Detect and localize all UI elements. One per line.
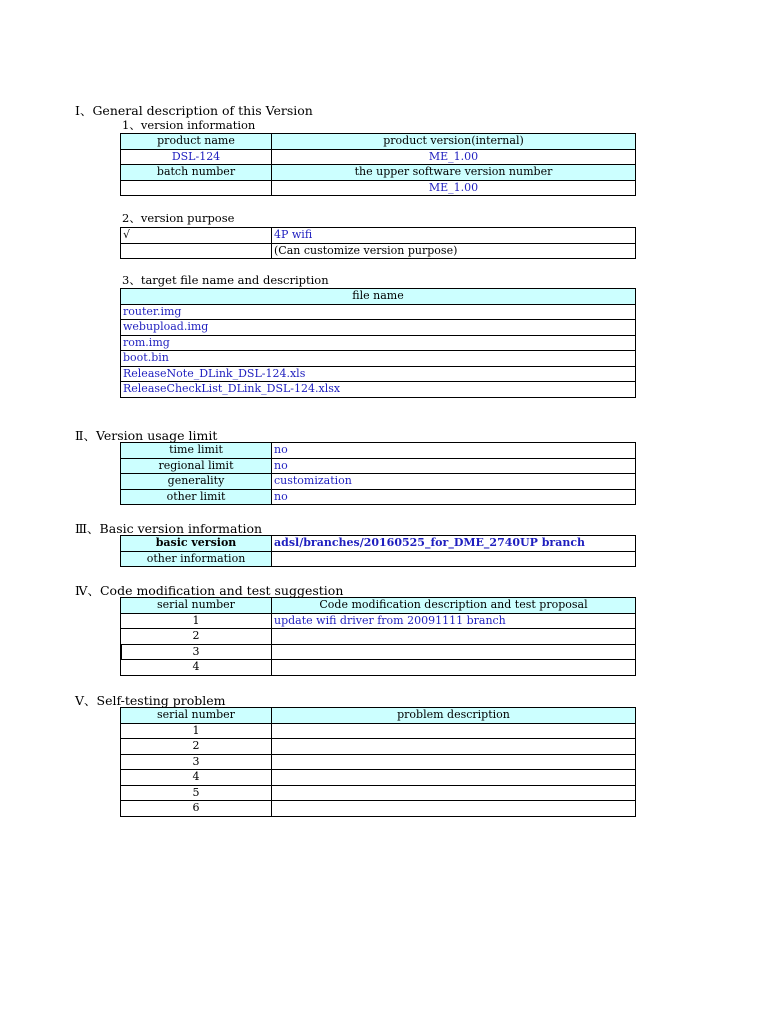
file-cell[interactable]: boot.bin [121,351,636,367]
upper-version-cell[interactable]: ME_1.00 [272,180,636,196]
table-row [121,351,636,367]
table-row [121,660,636,676]
file-cell[interactable]: ReleaseCheckList_DLink_DSL-124.xlsx [121,382,636,398]
table-row [121,366,636,382]
description-cell[interactable] [272,770,636,786]
header-cell: problem description [272,708,636,724]
header-cell: file name [121,289,636,305]
header-cell: batch number [121,165,272,181]
section-1-title: Ⅰ、General description of this Version [75,103,313,118]
batch-number-cell[interactable] [121,180,272,196]
header-cell: serial number [121,708,272,724]
table-row [121,243,636,259]
value-cell[interactable]: adsl/branches/20160525_for_DME_2740UP branch [272,536,636,552]
code-modification-table [120,597,636,676]
self-testing-table [120,707,636,817]
header-cell: the upper software version number [272,165,636,181]
version-purpose-table [120,227,636,259]
table-row [121,489,636,505]
section-2-title: Ⅱ、Version usage limit [75,428,218,443]
version-info-title: 1、version information [122,118,256,132]
serial-cell[interactable]: 2 [121,629,272,645]
table-row [121,613,636,629]
serial-cell[interactable]: 2 [121,739,272,755]
check-cell[interactable] [121,243,272,259]
table-row [121,320,636,336]
description-cell[interactable] [272,660,636,676]
label-cell: other limit [121,489,272,505]
table-row [121,180,636,196]
check-cell[interactable]: √ [121,228,272,244]
header-cell: serial number [121,598,272,614]
value-cell[interactable]: no [272,458,636,474]
label-cell: basic version [121,536,272,552]
table-row [121,551,636,567]
purpose-cell[interactable]: 4P wifi [272,228,636,244]
purpose-cell[interactable]: (Can customize version purpose) [272,243,636,259]
usage-limit-table [120,442,636,505]
serial-cell[interactable]: 4 [121,660,272,676]
serial-cell[interactable]: 1 [121,723,272,739]
table-row [121,644,636,660]
header-cell: Code modification description and test proposal [272,598,636,614]
label-cell: regional limit [121,458,272,474]
table-row [121,801,636,817]
table-row [121,165,636,181]
table-row [121,458,636,474]
table-row [121,134,636,150]
description-cell[interactable]: update wifi driver from 20091111 branch [272,613,636,629]
serial-cell[interactable]: 5 [121,785,272,801]
header-cell: product version(internal) [272,134,636,150]
description-cell[interactable] [272,739,636,755]
table-row [121,304,636,320]
description-cell[interactable] [272,754,636,770]
description-cell[interactable] [272,723,636,739]
basic-version-table [120,535,636,567]
header-cell: product name [121,134,272,150]
target-file-title: 3、target file name and description [122,273,329,287]
serial-cell[interactable]: 6 [121,801,272,817]
file-cell[interactable]: rom.img [121,335,636,351]
table-row [121,382,636,398]
table-row [121,723,636,739]
table-row [121,598,636,614]
serial-cell-selected[interactable]: 3 [121,644,272,660]
table-row [121,754,636,770]
file-cell[interactable]: router.img [121,304,636,320]
label-cell: generality [121,474,272,490]
product-name-cell[interactable]: DSL-124 [121,149,272,165]
product-version-cell[interactable]: ME_1.00 [272,149,636,165]
table-row [121,149,636,165]
table-row [121,536,636,552]
table-row [121,443,636,459]
table-row [121,289,636,305]
table-row [121,770,636,786]
table-row [121,335,636,351]
section-4-title: Ⅳ、Code modification and test suggestion [75,583,344,598]
table-row [121,474,636,490]
serial-cell[interactable]: 1 [121,613,272,629]
file-cell[interactable]: webupload.img [121,320,636,336]
value-cell[interactable]: customization [272,474,636,490]
version-purpose-title: 2、version purpose [122,211,235,225]
description-cell[interactable] [272,644,636,660]
table-row [121,785,636,801]
serial-cell[interactable]: 3 [121,754,272,770]
version-info-table [120,133,636,196]
value-cell[interactable]: no [272,489,636,505]
serial-cell[interactable]: 4 [121,770,272,786]
file-cell[interactable]: ReleaseNote_DLink_DSL-124.xls [121,366,636,382]
value-cell[interactable]: no [272,443,636,459]
value-cell[interactable] [272,551,636,567]
table-row [121,228,636,244]
table-row [121,739,636,755]
section-5-title: Ⅴ、Self-testing problem [75,693,226,708]
description-cell[interactable] [272,629,636,645]
description-cell[interactable] [272,785,636,801]
section-3-title: Ⅲ、Basic version information [75,521,263,536]
label-cell: other information [121,551,272,567]
description-cell[interactable] [272,801,636,817]
table-row [121,708,636,724]
file-table [120,288,636,398]
table-row [121,629,636,645]
label-cell: time limit [121,443,272,459]
